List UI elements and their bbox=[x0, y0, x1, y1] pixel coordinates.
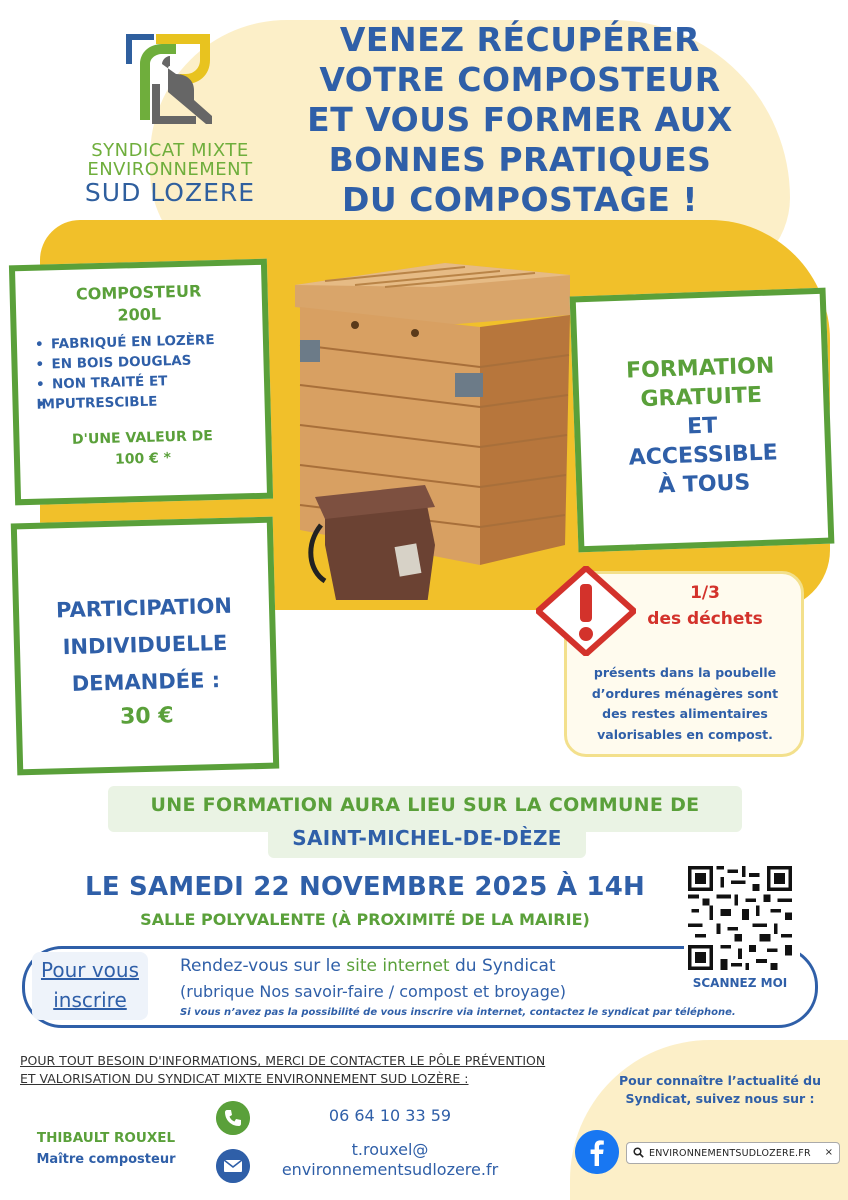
headline-line: BONNES PRATIQUES bbox=[328, 140, 712, 179]
composteur-features bbox=[35, 330, 217, 415]
website-section: (rubrique Nos savoir-faire / compost et broyage) bbox=[180, 982, 566, 1001]
feature-item-continued: • IMPUTRESCIBLE bbox=[36, 390, 216, 415]
contact-name: THIBAULT ROUXEL bbox=[36, 1130, 176, 1146]
composteur-title: COMPOSTEUR 200L bbox=[75, 281, 202, 325]
search-text: ENVIRONNEMENTSUDLOZERE.FR bbox=[649, 1148, 811, 1159]
syndicat-logo bbox=[70, 30, 270, 220]
formation-card bbox=[570, 288, 835, 553]
facebook-icon[interactable] bbox=[575, 1130, 619, 1174]
logo-line3: SUD LOZERE bbox=[84, 177, 256, 207]
waste-description: présents dans la poubelle d’ordures ménagères sont des restes alimentaires valorisables en compost. bbox=[591, 665, 779, 742]
register-button[interactable]: Pour vous inscrire bbox=[32, 952, 148, 1020]
composteur-value: D'UNE VALEUR DE 100 € * bbox=[71, 428, 214, 468]
formation-text: FORMATION GRATUITE ET ACCESSIBLE À TOUS bbox=[625, 353, 779, 499]
logo-mark-icon bbox=[120, 30, 220, 130]
contact-email-line2[interactable]: environnementsudlozere.fr bbox=[281, 1160, 499, 1179]
phone-note: Si vous n’avez pas la possibilité de vous inscrire via internet, contactez le syndicat par téléphone. bbox=[180, 1007, 736, 1018]
logo-line1: SYNDICAT MIXTE bbox=[91, 140, 249, 161]
background-cream-corner bbox=[570, 1040, 848, 1200]
feature-item: • NON TRAITÉ ET bbox=[36, 370, 216, 395]
social-text: Pour connaître l’actualité du Syndicat, suivez nous sur : bbox=[618, 1073, 822, 1106]
contact-email-line1[interactable]: t.rouxel@ bbox=[351, 1140, 429, 1159]
logo-line2: ENVIRONNEMENT bbox=[87, 158, 253, 180]
headline-line: DU COMPOSTAGE ! bbox=[342, 180, 698, 219]
participation-card bbox=[11, 517, 280, 776]
event-date: LE SAMEDI 22 NOVEMBRE 2025 À 14H bbox=[85, 872, 645, 902]
qr-code-icon[interactable] bbox=[688, 866, 792, 970]
headline bbox=[280, 20, 760, 220]
warning-icon bbox=[536, 566, 636, 656]
participation-price: 30 € bbox=[119, 703, 174, 730]
headline-line: ET VOUS FORMER AUX bbox=[307, 100, 733, 139]
mail-icon bbox=[216, 1149, 250, 1183]
qr-label: SCANNEZ MOI bbox=[692, 976, 788, 990]
event-place: SALLE POLYVALENTE (À PROXIMITÉ DE LA MAIRIE) bbox=[140, 910, 590, 929]
commune-intro: UNE FORMATION AURA LIEU SUR LA COMMUNE DE bbox=[150, 794, 700, 816]
website-link[interactable]: site internet bbox=[346, 956, 450, 976]
headline-line: VOTRE COMPOSTEUR bbox=[319, 60, 721, 99]
social-search-bar[interactable] bbox=[626, 1142, 840, 1164]
website-instruction: Rendez-vous sur le site internet du Syndicat bbox=[180, 956, 556, 976]
feature-item: • FABRIQUÉ EN LOZÈRE bbox=[35, 330, 215, 355]
feature-item: • EN BOIS DOUGLAS bbox=[35, 350, 215, 375]
commune-name: SAINT-MICHEL-DE-DÈZE bbox=[292, 826, 562, 850]
search-icon bbox=[633, 1147, 644, 1158]
participation-text: PARTICIPATION INDIVIDUELLE DEMANDÉE : bbox=[55, 593, 233, 696]
contact-phone[interactable]: 06 64 10 33 59 bbox=[328, 1106, 452, 1125]
phone-icon bbox=[216, 1101, 250, 1135]
headline-line: VENEZ RÉCUPÉRER bbox=[339, 20, 701, 59]
wooden-composter-image bbox=[285, 245, 575, 600]
close-icon[interactable]: × bbox=[824, 1147, 833, 1158]
waste-headline: 1/3 des déchets bbox=[647, 583, 763, 629]
contact-role: Maître composteur bbox=[36, 1152, 176, 1167]
composteur-card bbox=[9, 259, 273, 506]
contact-info: POUR TOUT BESOIN D'INFORMATIONS, MERCI DE CONTACTER LE PÔLE PRÉVENTION ET VALORISATION DU SYNDICAT MIXTE ENVIRONNEMENT SUD LOZÈRE : bbox=[20, 1053, 546, 1086]
